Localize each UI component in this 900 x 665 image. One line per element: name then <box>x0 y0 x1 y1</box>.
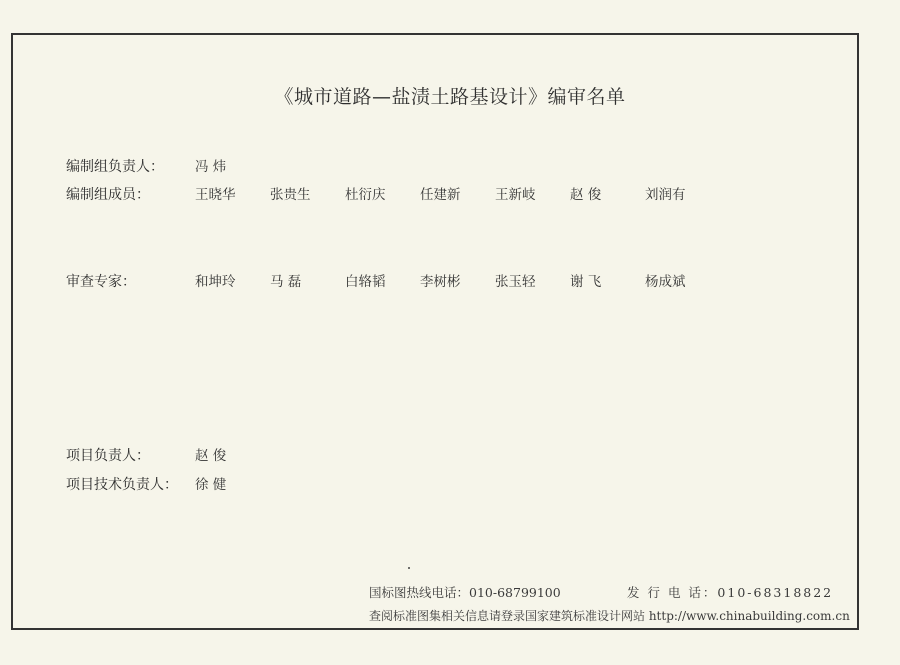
member-name: 刘润有 <box>645 187 686 203</box>
project-leader-label: 项目负责人： <box>66 448 150 464</box>
leader-name: 冯 炜 <box>195 159 227 175</box>
member-name: 杜衍庆 <box>345 187 386 203</box>
members-label: 编制组成员： <box>66 187 150 203</box>
reviewer-name: 张玉轻 <box>495 274 536 290</box>
tech-leader-name: 徐 健 <box>195 477 227 493</box>
member-name: 王新岐 <box>495 187 536 203</box>
footer-website: 查阅标准图集相关信息请登录国家建筑标准设计网站 http://www.chinabuilding.com.cn <box>369 609 850 623</box>
reviewer-name: 李树彬 <box>420 274 461 290</box>
hotline-text: 国标图热线电话：010-68799100 <box>369 585 561 600</box>
member-name: 赵 俊 <box>570 187 602 203</box>
tech-leader-label: 项目技术负责人： <box>66 477 178 493</box>
reviewer-name: 谢 飞 <box>570 274 602 290</box>
member-name: 王晓华 <box>195 187 236 203</box>
project-leader-name: 赵 俊 <box>195 448 227 464</box>
reviewer-name: 杨成斌 <box>645 274 686 290</box>
member-name: 任建新 <box>420 187 461 203</box>
reviewers-label: 审查专家： <box>66 274 136 290</box>
publisher-phone-text: 发 行 电 话：010-68318822 <box>627 585 834 600</box>
reviewer-name: 白辂韬 <box>345 274 386 290</box>
reviewer-name: 和坤玲 <box>195 274 236 290</box>
leader-label: 编制组负责人： <box>66 159 164 175</box>
footer-phones <box>369 583 849 601</box>
stray-dot <box>408 567 410 569</box>
page-title: 《城市道路—盐渍土路基设计》编审名单 <box>274 86 626 108</box>
page-border <box>11 33 859 630</box>
member-name: 张贵生 <box>270 187 311 203</box>
reviewer-name: 马 磊 <box>270 274 302 290</box>
